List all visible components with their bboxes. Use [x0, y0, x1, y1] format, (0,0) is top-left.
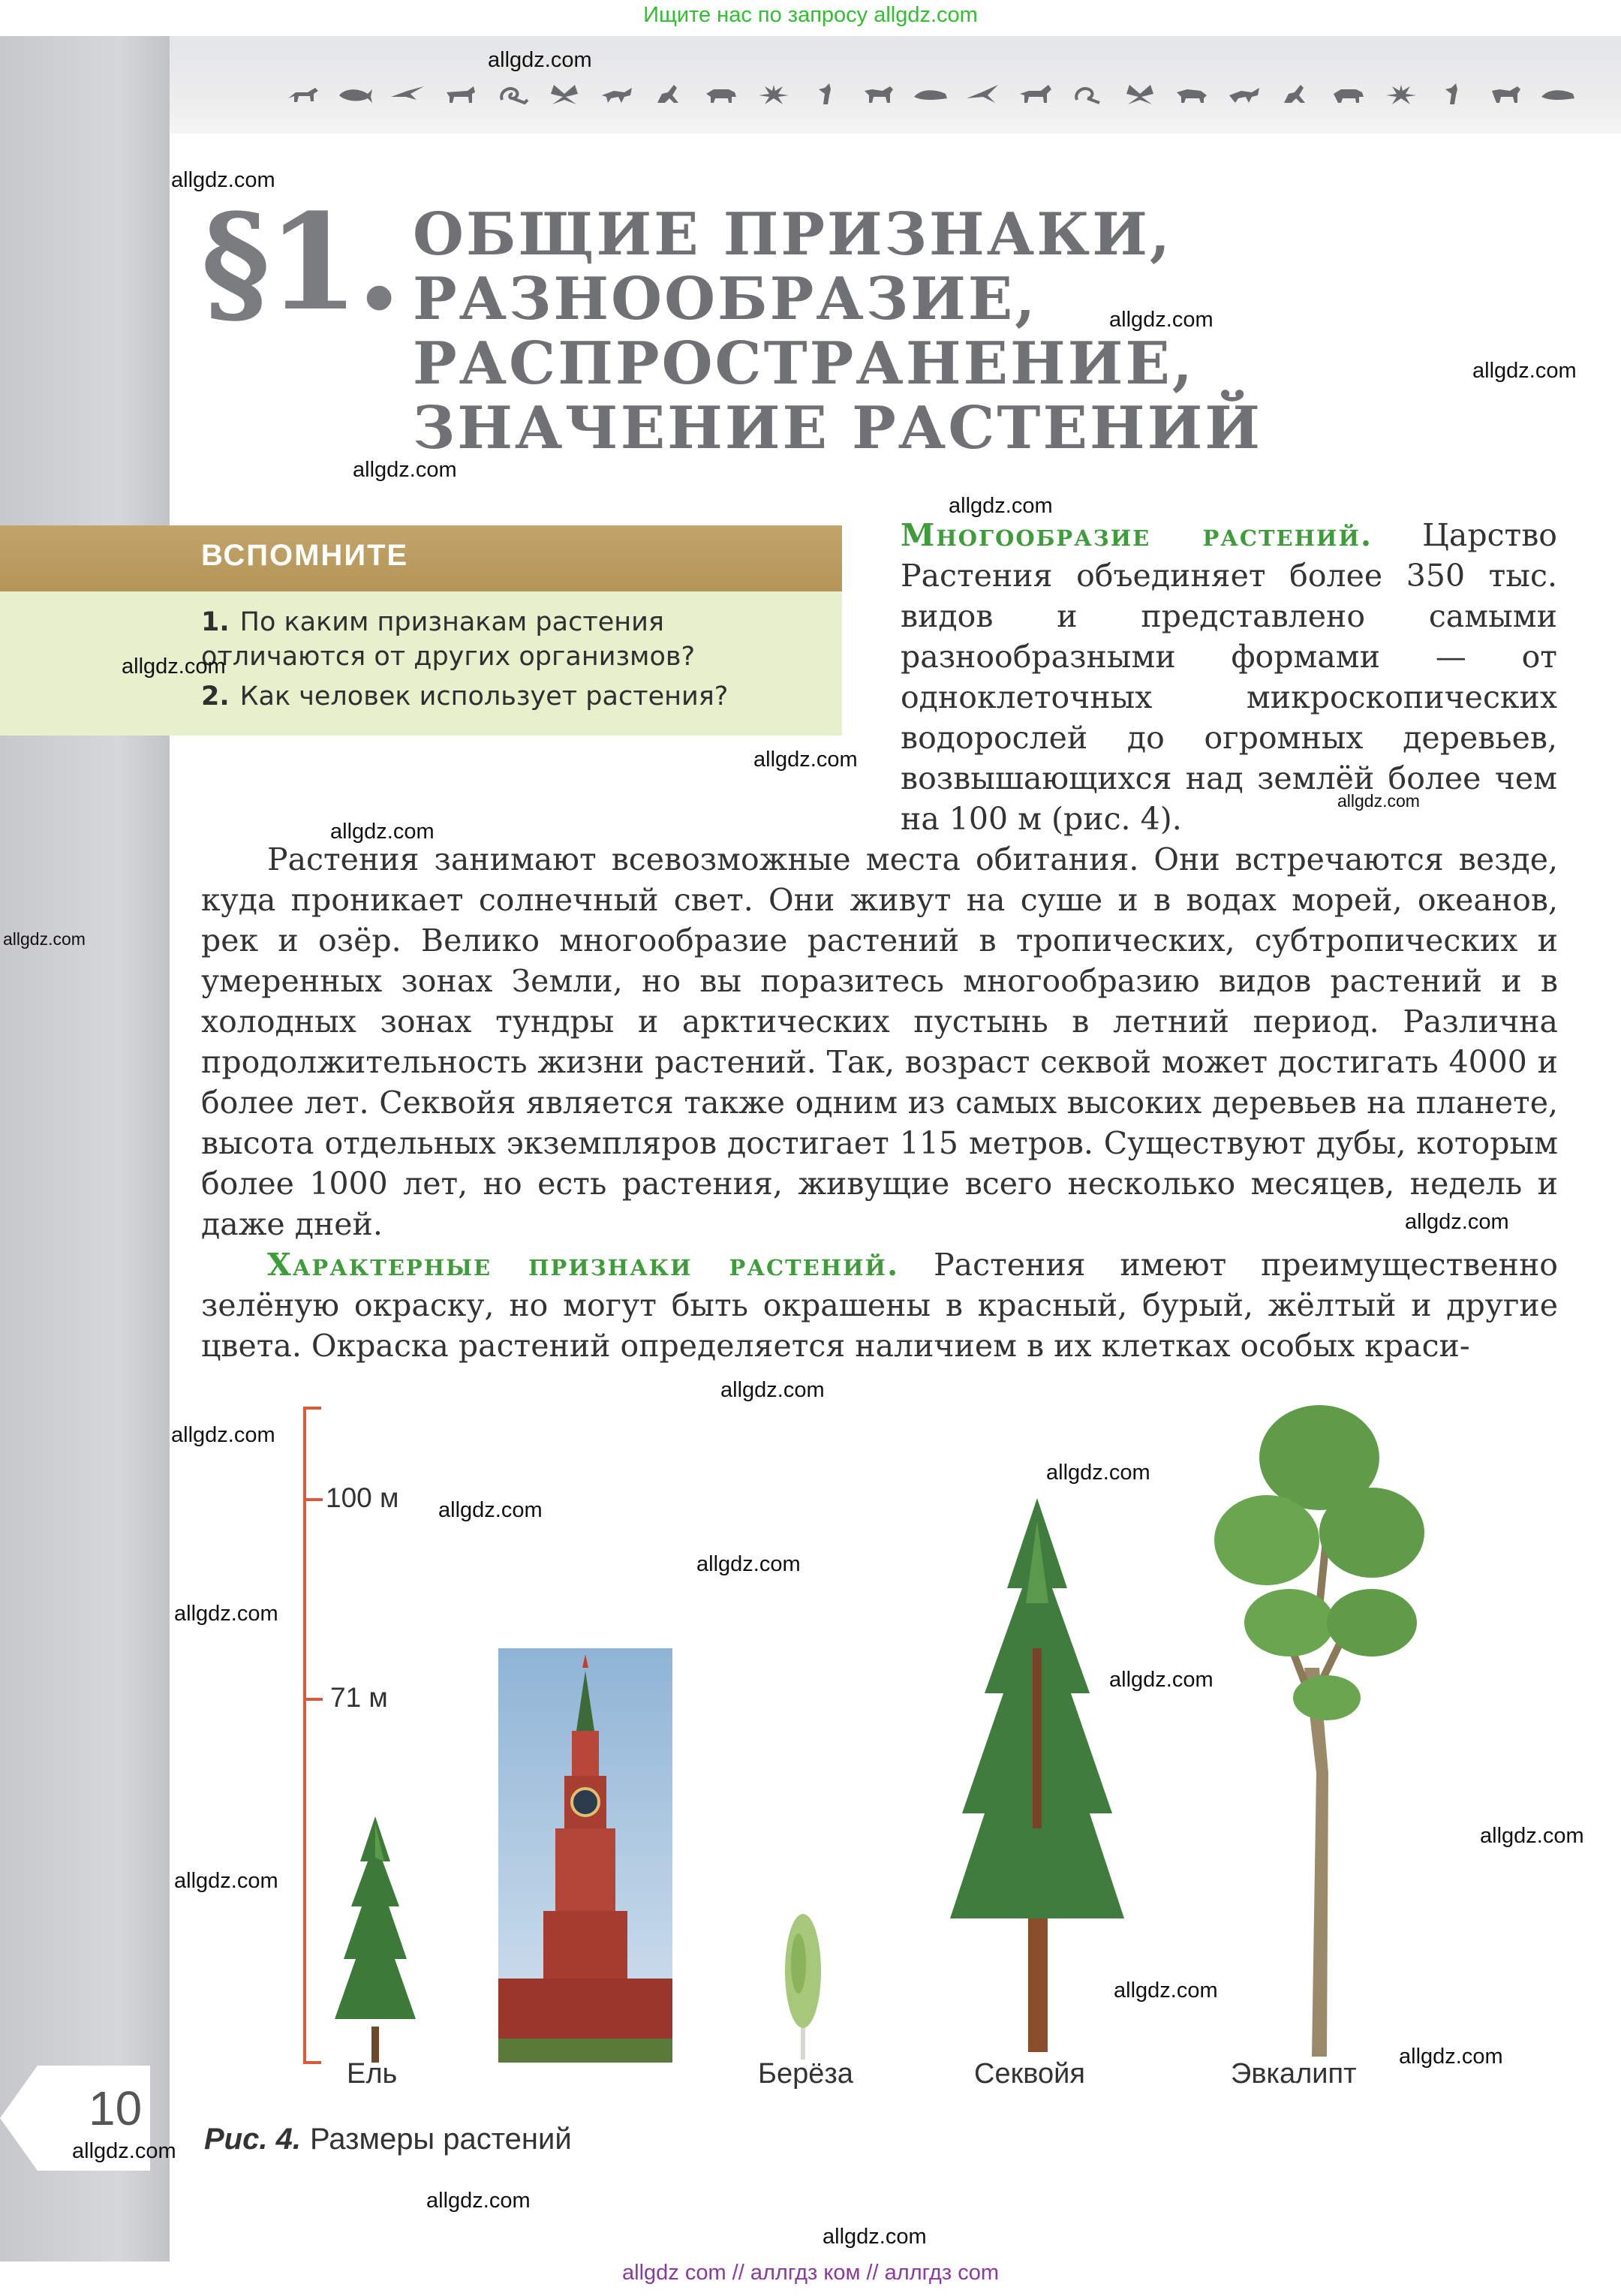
section-number: §1. — [201, 185, 399, 340]
animal-silhouette-icon — [389, 82, 426, 107]
animal-silhouette-icon — [1435, 82, 1471, 107]
watermark: allgdz.com — [1109, 1668, 1213, 1692]
animal-silhouette-icon — [1226, 82, 1262, 107]
label-spruce: Ель — [347, 2058, 398, 2090]
title-line: ОБЩИЕ ПРИЗНАКИ, — [413, 200, 1173, 269]
watermark: allgdz.com — [122, 654, 226, 679]
animal-silhouette-icon — [703, 82, 739, 107]
animal-silhouette-icon — [860, 82, 896, 107]
watermark: allgdz.com — [3, 929, 86, 949]
section-title — [413, 200, 1583, 462]
animal-silhouette-icon — [913, 82, 949, 107]
animal-silhouette-icon — [442, 82, 478, 107]
remember-question — [201, 605, 824, 674]
question-text: По каким признакам растения отличаются от других организмов? — [201, 607, 696, 672]
bottom-banner[interactable]: allgdz com // аллгдз ком // аллгдз com — [622, 2261, 999, 2285]
animal-silhouette-icon — [1540, 82, 1576, 107]
watermark: allgdz.com — [1109, 308, 1213, 332]
birch-illustration — [782, 1911, 824, 2061]
main-text — [201, 839, 1558, 1366]
figure-caption — [204, 2123, 572, 2156]
watermark: allgdz.com — [696, 1552, 801, 1576]
animal-silhouette-icon — [599, 82, 635, 107]
paragraph-body: Растения имеют преимущественно зелёную окраску, но могут быть окрашены в красный, бурый, жёлтый и другие цвета. Окраска растений определяется наличием в их клетках особых краси- — [201, 1247, 1558, 1364]
label-eucalyptus: Эвкалипт — [1231, 2058, 1357, 2090]
height-scale-cap — [303, 2061, 321, 2064]
paragraph-heading: Многообразие растений. — [901, 517, 1373, 553]
scale-tick-71 — [303, 1698, 323, 1701]
scale-label-71m: 71 м — [330, 1682, 388, 1713]
remember-box-header — [0, 525, 842, 591]
paragraph-habitats: Растения занимают всевозможные места обитания. Они встречаются везде, куда проникает солнечный свет. Они живут на суше и в водах морей, океанов, рек и озёр. Велико многообразие растений в тропических, субтропических и умеренных зонах Земли, но вы поразитесь многообразию видов растений и в холодных зонах тундры и арктических пустынь в летний период. Различна продолжительность жизни растений. Так, возраст секвой может достигать 4000 и более лет. Секвойя является также одним из самых высоких деревьев на планете, высота отдельных экземпляров достигает 115 метров. Существуют дубы, которым более 1000 лет, но есть растения, живущие всего несколько месяцев, недель и даже дней. — [201, 841, 1558, 1242]
watermark: allgdz.com — [174, 1869, 278, 1893]
watermark: allgdz.com — [753, 748, 858, 772]
question-number: 2. — [201, 682, 230, 712]
animal-silhouette-icon — [1174, 82, 1210, 107]
animal-silhouette-icon — [1069, 82, 1105, 107]
question-text: Как человек использует растения? — [239, 682, 729, 712]
watermark: allgdz.com — [1399, 2045, 1503, 2069]
title-line: РАЗНООБРАЗИЕ, — [413, 265, 1038, 333]
watermark: allgdz.com — [1046, 1461, 1150, 1485]
animal-silhouette-icon — [651, 82, 687, 107]
title-line: РАСПРОСТРАНЕНИЕ, — [413, 330, 1195, 398]
height-scale-line — [303, 1407, 306, 2064]
paragraph-features — [201, 1244, 1558, 1366]
remember-question — [201, 679, 824, 714]
paragraph-diversity — [901, 515, 1557, 839]
watermark: allgdz.com — [823, 2225, 927, 2249]
scale-tick-100 — [303, 1498, 323, 1501]
question-number: 1. — [201, 607, 230, 637]
animal-silhouette-icon — [495, 82, 531, 107]
watermark: allgdz.com — [174, 1602, 278, 1626]
watermark: allgdz.com — [949, 494, 1053, 518]
label-birch: Берёза — [758, 2058, 853, 2090]
eucalyptus-illustration — [1214, 1398, 1432, 2058]
spruce-illustration — [330, 1816, 420, 2064]
left-margin-strip — [0, 36, 170, 2261]
height-scale-cap — [303, 1407, 321, 1410]
watermark: allgdz.com — [1480, 1824, 1584, 1848]
watermark: allgdz.com — [1472, 359, 1577, 383]
paragraph-heading: Характерные признаки растений. — [267, 1247, 900, 1283]
animal-silhouette-icon — [1383, 82, 1419, 107]
animal-silhouette-icon — [808, 82, 844, 107]
animal-silhouette-icon — [1331, 82, 1367, 107]
watermark: allgdz.com — [72, 2139, 176, 2163]
animal-silhouette-icon — [546, 82, 582, 107]
remember-title: ВСПОМНИТЕ — [201, 539, 409, 572]
animal-silhouette-icon — [965, 82, 1001, 107]
animal-silhouette-icon — [1017, 82, 1053, 107]
animal-silhouette-icon — [285, 82, 321, 107]
sequoia-illustration — [947, 1498, 1127, 2054]
animal-silhouette-icon — [1487, 82, 1523, 107]
animal-silhouette-icon — [1122, 82, 1158, 107]
watermark: allgdz.com — [1114, 1979, 1218, 2003]
figure-number: Рис. 4. — [204, 2123, 301, 2156]
animal-silhouette-icon — [1278, 82, 1314, 107]
watermark: allgdz.com — [353, 458, 457, 482]
kremlin-tower-photo — [498, 1648, 672, 2063]
watermark: allgdz.com — [426, 2189, 531, 2213]
watermark: allgdz.com — [488, 48, 592, 72]
top-banner[interactable]: Ищите нас по запросу allgdz.com — [643, 3, 978, 27]
watermark: allgdz.com — [1337, 791, 1420, 811]
paragraph-body: Царство Растения объединяет более 350 тыс. видов и представлено самыми разнообразными формами — от одноклеточных микроскопических водорослей до огромных деревьев, возвышающихся над землёй более чем на 100 м (рис. 4). — [901, 517, 1557, 837]
watermark: allgdz.com — [438, 1498, 543, 1522]
figure-caption-text: Размеры растений — [309, 2123, 572, 2156]
watermark: allgdz.com — [1405, 1210, 1509, 1234]
watermark: allgdz.com — [171, 1423, 275, 1447]
scale-label-100m: 100 м — [326, 1482, 399, 1513]
watermark: allgdz.com — [720, 1378, 825, 1402]
animal-silhouette-icon — [756, 82, 792, 107]
animal-silhouettes-row — [285, 72, 1576, 117]
page-number: 10 — [89, 2081, 143, 2135]
label-sequoia: Секвойя — [974, 2058, 1085, 2090]
watermark: allgdz.com — [171, 168, 275, 192]
watermark: allgdz.com — [330, 820, 435, 844]
animal-silhouette-icon — [338, 82, 374, 107]
title-line: ЗНАЧЕНИЕ РАСТЕНИЙ — [413, 394, 1262, 462]
